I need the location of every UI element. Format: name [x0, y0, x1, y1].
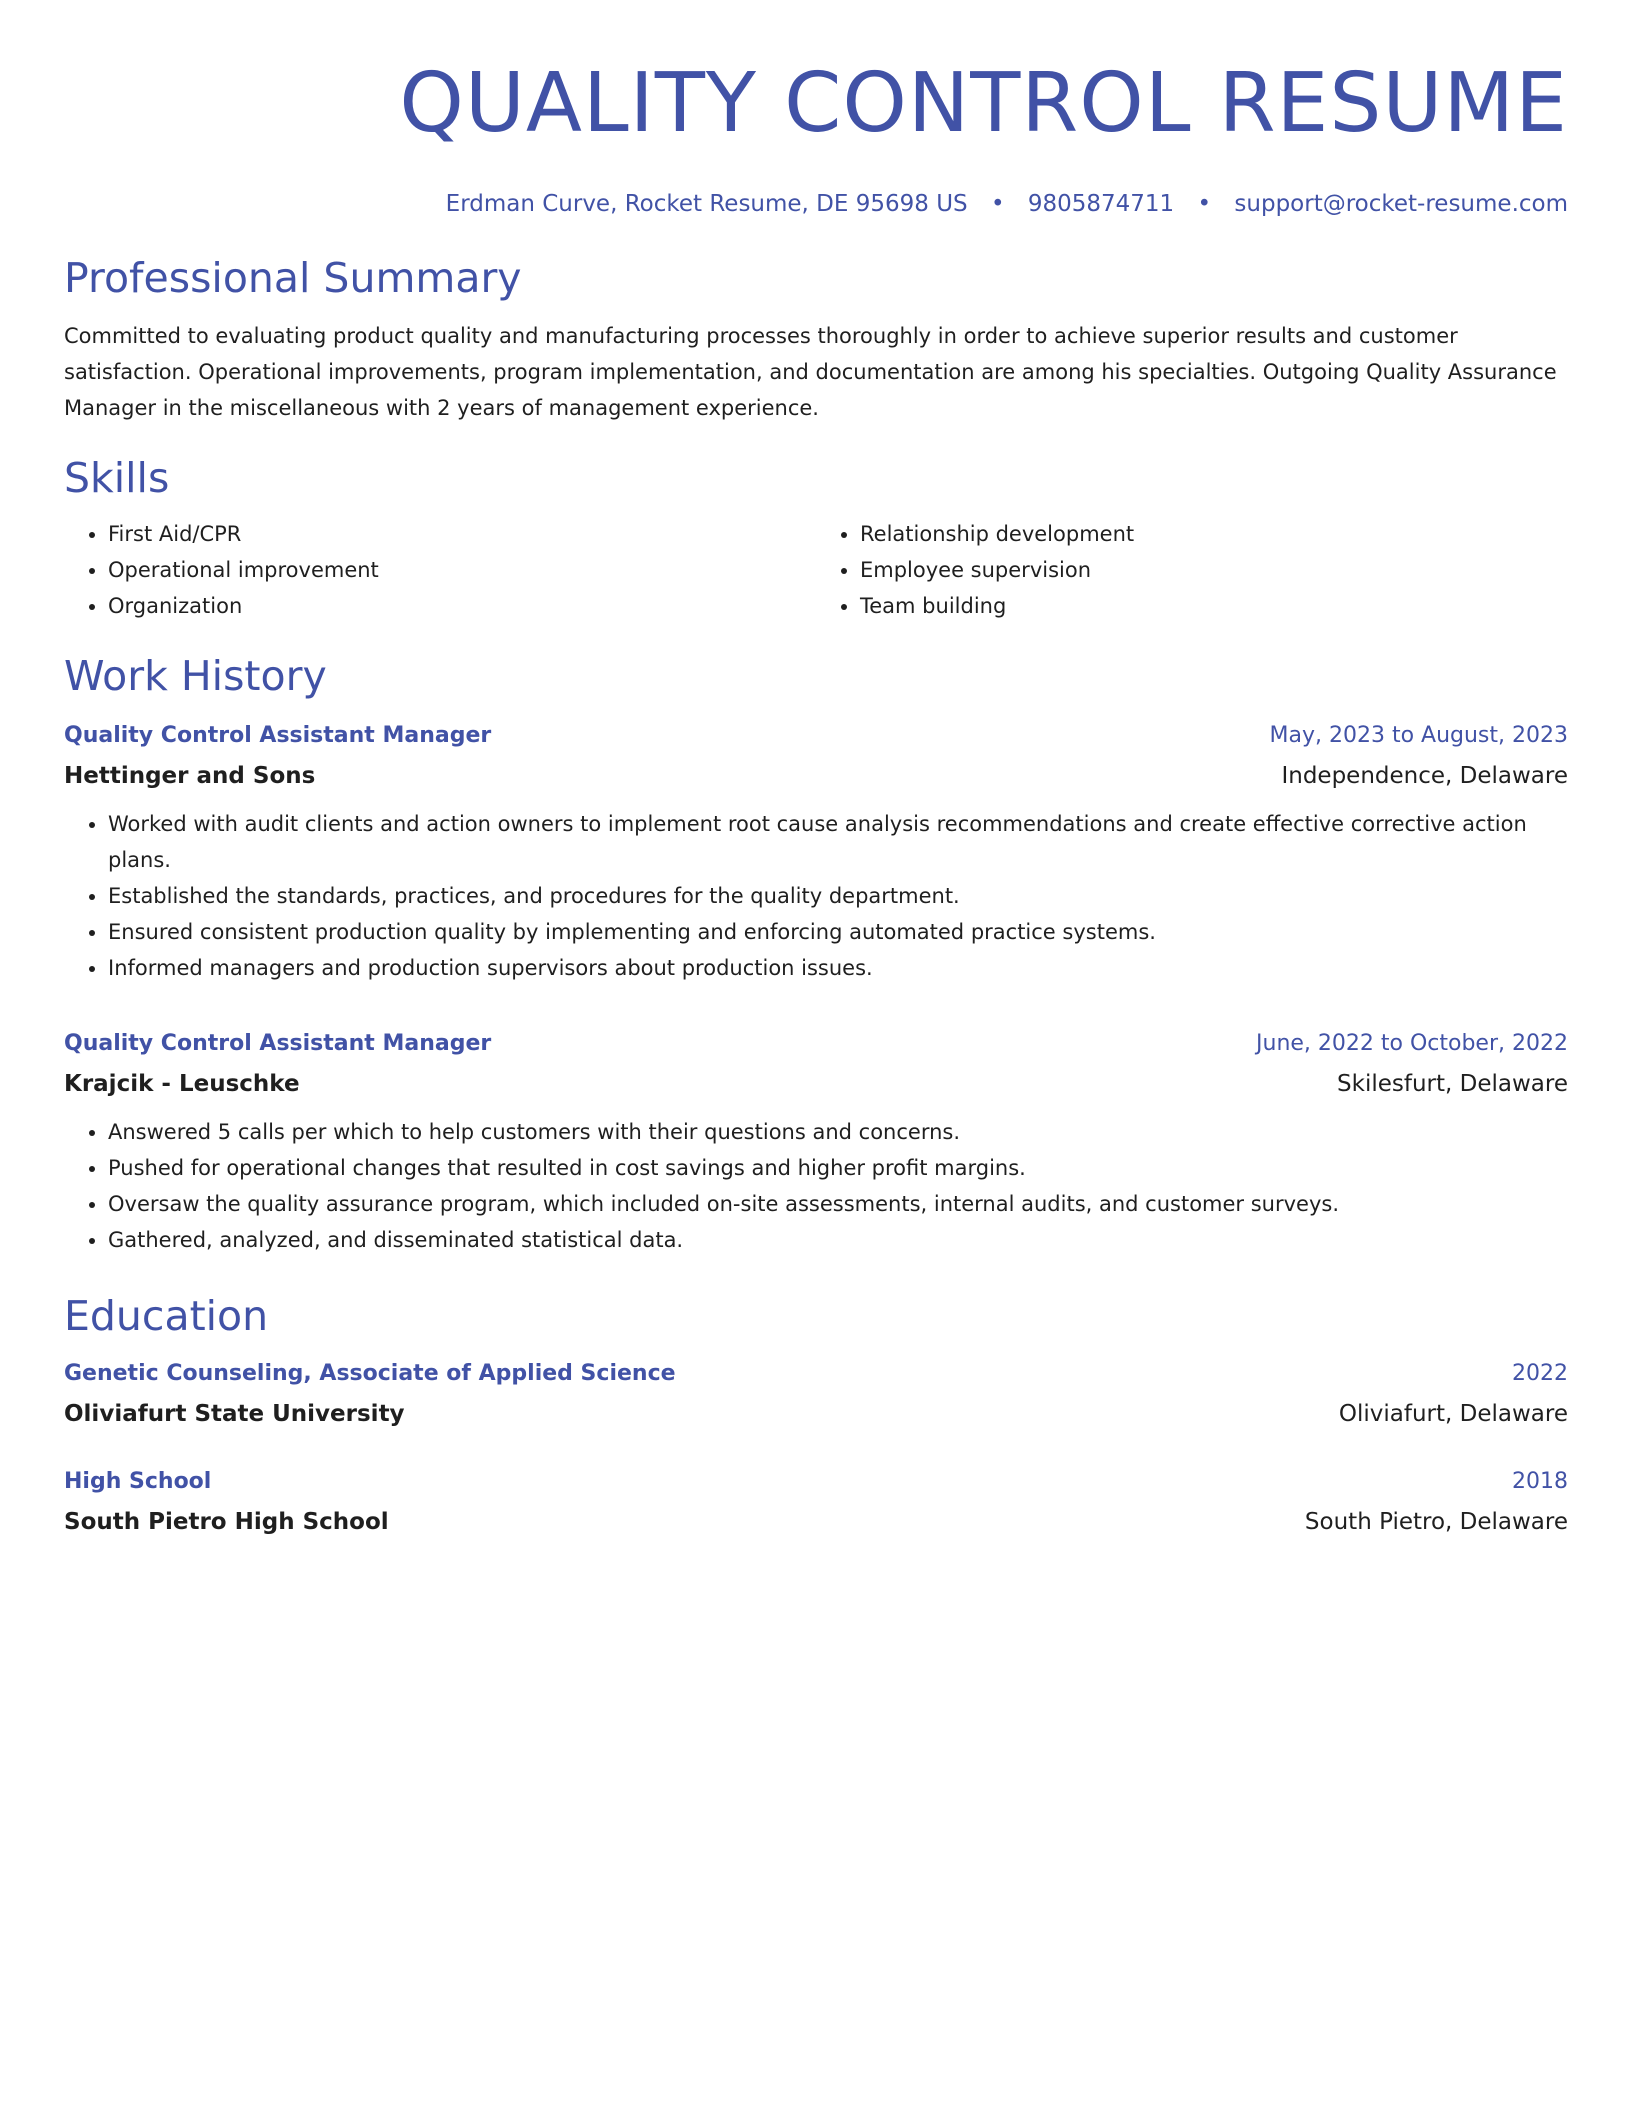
contact-line: [64, 188, 1568, 220]
skills-column-left: [64, 516, 816, 624]
contact-separator: •: [990, 191, 1005, 217]
skill-item: • Team building: [860, 588, 1568, 624]
section-title: Skills: [64, 454, 170, 502]
resume-title: QUALITY CONTROL RESUME: [399, 56, 1568, 151]
job-title: Quality Control Assistant Manager: [64, 1031, 492, 1056]
job-bullets: [64, 806, 1568, 986]
skill-item: • Employee supervision: [860, 552, 1568, 588]
skill-item: • First Aid/CPR: [108, 516, 816, 552]
job-entry: [64, 1024, 1568, 1258]
job-bullet: • Oversaw the quality assurance program, which included on-site assessments, internal audits, and customer surveys.: [108, 1186, 1568, 1222]
education-section: [64, 1290, 1568, 1542]
job-bullet: • Gathered, analyzed, and disseminated statistical data.: [108, 1222, 1568, 1258]
job-header-row: [64, 716, 1568, 756]
contact-separator: •: [1197, 191, 1212, 217]
education-year: 2022: [1512, 1361, 1568, 1386]
section-title: Professional Summary: [64, 254, 522, 302]
contact-address: Erdman Curve, Rocket Resume, DE 95698 US: [445, 191, 968, 217]
job-bullet: • Ensured consistent production quality by implementing and enforcing automated practice systems.: [108, 914, 1568, 950]
education-degree: Genetic Counseling, Associate of Applied Science: [64, 1361, 676, 1386]
skills-column-right: [816, 516, 1568, 624]
education-header-row: [64, 1354, 1568, 1394]
job-entry: [64, 716, 1568, 986]
section-title: Education: [64, 1292, 269, 1340]
job-location: Independence, Delaware: [1281, 763, 1568, 789]
job-bullet: • Answered 5 calls per which to help customers with their questions and concerns.: [108, 1114, 1568, 1150]
section-title: Work History: [64, 652, 327, 700]
education-year: 2018: [1512, 1469, 1568, 1494]
job-header-row: [64, 1024, 1568, 1064]
job-bullet: • Worked with audit clients and action owners to implement root cause analysis recommendations and create effective corrective action plans.: [108, 806, 1568, 878]
education-entry: [64, 1462, 1568, 1542]
contact-phone: 9805874711: [1027, 191, 1175, 217]
education-school-row: [64, 1394, 1568, 1434]
skills-grid: [64, 516, 1568, 624]
skill-item: • Organization: [108, 588, 816, 624]
education-location: South Pietro, Delaware: [1304, 1509, 1568, 1535]
job-company-row: [64, 1064, 1568, 1104]
job-location: Skilesfurt, Delaware: [1337, 1071, 1568, 1097]
education-school: Oliviafurt State University: [64, 1401, 405, 1427]
job-bullet: • Informed managers and production supervisors about production issues.: [108, 950, 1568, 986]
job-company: Hettinger and Sons: [64, 763, 316, 789]
education-header-row: [64, 1462, 1568, 1502]
professional-summary-section: [64, 252, 1568, 426]
summary-text: Committed to evaluating product quality and manufacturing processes thoroughly in order to achieve superior results and customer satisfaction. Operational improvements, program implementation, and documentation are among his specialties. Outgoing Quality Assurance Manager in the miscellaneous with 2 years of management experience.: [64, 324, 1557, 420]
job-bullet: • Pushed for operational changes that resulted in cost savings and higher profit margins.: [108, 1150, 1568, 1186]
resume-header: [64, 56, 1568, 220]
education-location: Oliviafurt, Delaware: [1338, 1401, 1568, 1427]
job-title: Quality Control Assistant Manager: [64, 723, 492, 748]
job-company-row: [64, 756, 1568, 796]
skill-item: • Operational improvement: [108, 552, 816, 588]
work-history-section: [64, 650, 1568, 1258]
job-bullet: • Established the standards, practices, and procedures for the quality department.: [108, 878, 1568, 914]
education-school: South Pietro High School: [64, 1509, 389, 1535]
skills-section: [64, 452, 1568, 624]
education-degree: High School: [64, 1469, 212, 1494]
job-dates: May, 2023 to August, 2023: [1269, 723, 1568, 748]
job-dates: June, 2022 to October, 2022: [1256, 1031, 1568, 1056]
job-bullets: [64, 1114, 1568, 1258]
job-company: Krajcik - Leuschke: [64, 1071, 300, 1097]
contact-email: support@rocket-resume.com: [1234, 191, 1568, 217]
education-entry: [64, 1354, 1568, 1434]
education-school-row: [64, 1502, 1568, 1542]
skill-item: • Relationship development: [860, 516, 1568, 552]
